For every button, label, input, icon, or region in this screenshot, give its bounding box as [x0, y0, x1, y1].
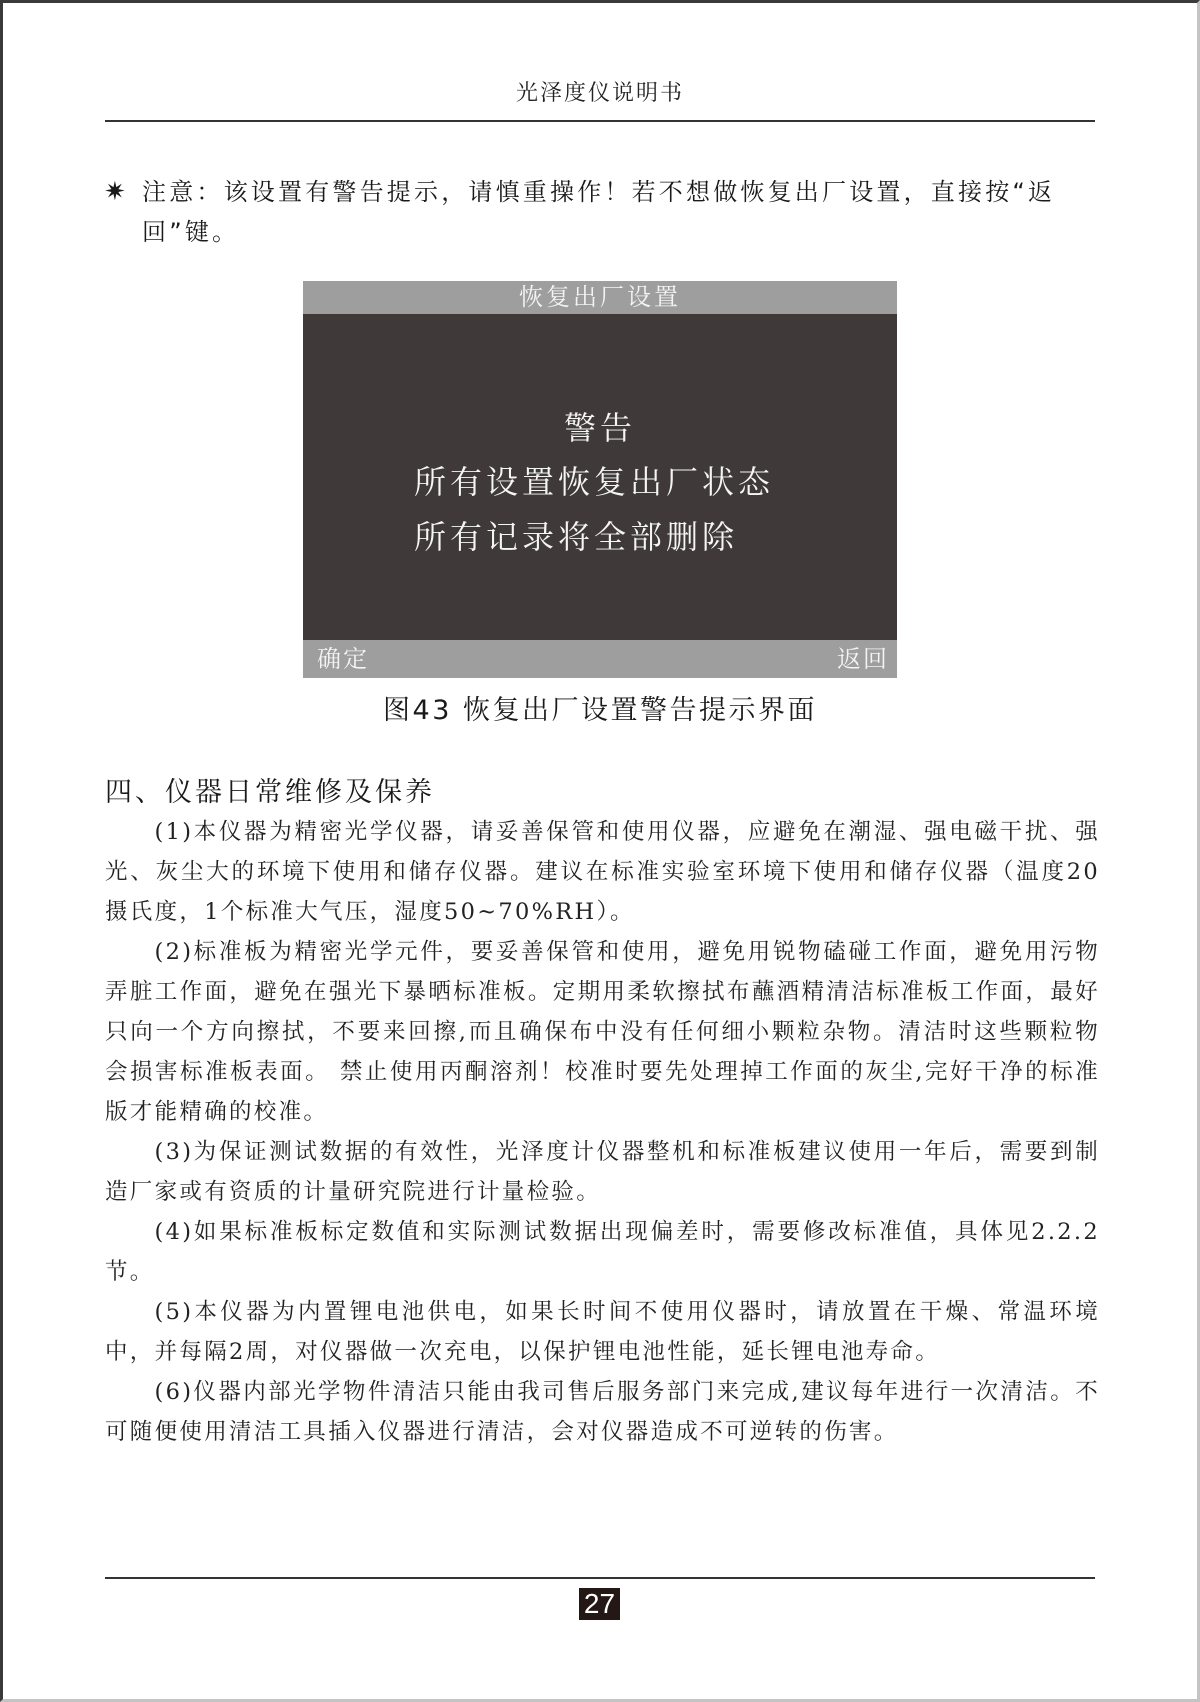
- paragraph-4: (4)如果标准板标定数值和实际测试数据出现偏差时，需要修改标准值，具体见2.2.2节。: [105, 1219, 1100, 1285]
- confirm-softkey[interactable]: 确定: [317, 645, 369, 673]
- caution-note-line2: 回”键。: [142, 218, 240, 246]
- device-title-bar: 恢复出厂设置: [303, 281, 897, 314]
- section-heading: 四、仪器日常维修及保养: [105, 777, 435, 808]
- footer-divider: [105, 1577, 1095, 1579]
- running-header-title: 光泽度仪说明书: [515, 81, 684, 106]
- paragraph-3: (3)为保证测试数据的有效性，光泽度计仪器整机和标准板建议使用一年后，需要到制造厂家或有资质的计量研究院进行计量检验。: [105, 1139, 1100, 1205]
- paragraph-2: (2)标准板为精密光学元件，要妥善保管和使用，避免用锐物磕碰工作面，避免用污物弄脏工作面，避免在强光下暴晒标准板。定期用柔软擦拭布蘸酒精清洁标准板工作面，最好只向一个方向擦拭，不要来回擦,而且确保布中没有任何细小颗粒杂物。清洁时这些颗粒物会损害标准板表面。 禁止使用丙酮溶剂！校准时要先处理掉工作面的灰尘,完好干净的标准版才能精确的校准。: [105, 939, 1100, 1125]
- caution-note: [104, 172, 1104, 252]
- figure-caption: 图43 恢复出厂设置警告提示界面: [383, 695, 817, 726]
- device-softkey-bar: [303, 640, 897, 678]
- header-divider: [105, 120, 1095, 122]
- back-softkey[interactable]: 返回: [837, 645, 889, 673]
- asterisk-star-icon: ✷: [104, 177, 129, 207]
- caution-note-line1: 注意：该设置有警告提示，请慎重操作！若不想做恢复出厂设置，直接按“返: [142, 178, 1056, 206]
- warning-line-delete-records: 所有记录将全部删除: [414, 518, 739, 556]
- warning-line-reset-settings: 所有设置恢复出厂状态: [414, 463, 775, 501]
- maintenance-body: [105, 812, 1100, 1452]
- paragraph-5: (5)本仪器为内置锂电池供电，如果长时间不使用仪器时，请放置在干燥、常温环境中，并每隔2周，对仪器做一次充电，以保护锂电池性能，延长锂电池寿命。: [105, 1299, 1100, 1365]
- paragraph-1: (1)本仪器为精密光学仪器，请妥善保管和使用仪器，应避免在潮湿、强电磁干扰、强光、灰尘大的环境下使用和储存仪器。建议在标准实验室环境下使用和储存仪器（温度20摄氏度，1个标准大气压，湿度50~70%RH）。: [105, 819, 1100, 925]
- warning-heading: 警告: [563, 409, 636, 447]
- page-number: 27: [579, 1588, 620, 1620]
- paragraph-6: (6)仪器内部光学物件清洁只能由我司售后服务部门来完成,建议每年进行一次清洁。不可随便使用清洁工具插入仪器进行清洁，会对仪器造成不可逆转的伤害。: [105, 1379, 1100, 1445]
- device-screen-figure: [303, 281, 897, 678]
